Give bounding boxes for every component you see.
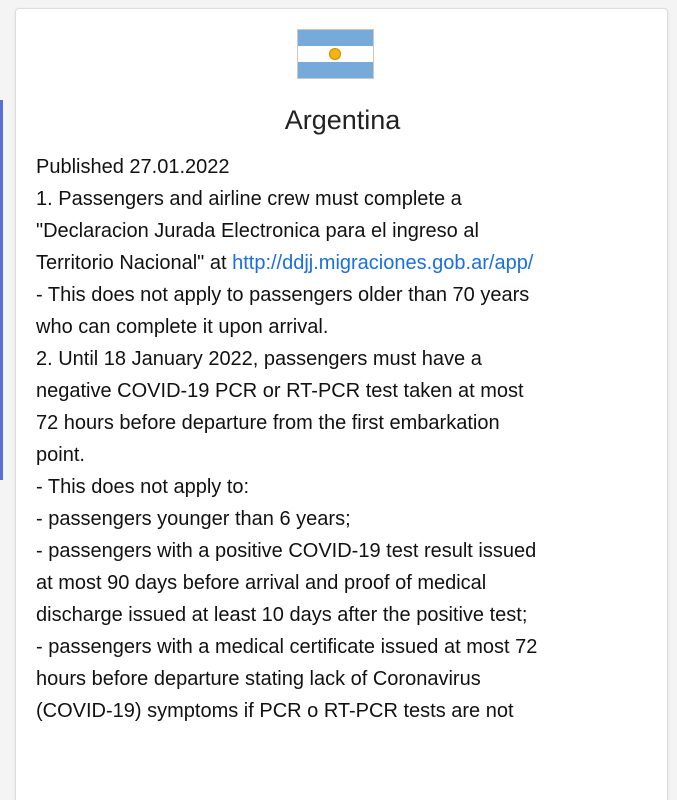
text-line: Territorio Nacional" at	[36, 252, 233, 274]
left-accent-bar	[0, 100, 3, 480]
text-line: who can complete it upon arrival.	[36, 316, 329, 338]
text-line: hours before departure stating lack of Coronavirus	[36, 668, 481, 690]
country-title: Argentina	[284, 105, 401, 135]
sun-of-may-icon	[330, 49, 340, 59]
text-line: - This does not apply to:	[36, 476, 250, 498]
argentina-flag-icon	[297, 29, 374, 79]
declaration-form-link[interactable]: http://ddjj.migraciones.gob.ar/app/	[232, 252, 534, 274]
text-line: - passengers younger than 6 years;	[36, 508, 351, 530]
text-line: at most 90 days before arrival and proof of medical	[36, 572, 487, 594]
published-date: Published 27.01.2022	[36, 156, 230, 178]
text-line: (COVID-19) symptoms if PCR o RT-PCR tests are not	[36, 700, 514, 722]
entry-requirements-text	[36, 151, 651, 727]
text-line: 1. Passengers and airline crew must complete a	[36, 188, 462, 210]
text-line: "Declaracion Jurada Electronica para el ingreso al	[36, 220, 479, 242]
text-line: discharge issued at least 10 days after the positive test;	[36, 604, 528, 626]
text-line-with-link	[36, 247, 651, 279]
country-info-card	[15, 8, 668, 800]
text-line: 2. Until 18 January 2022, passengers must have a	[36, 348, 482, 370]
flag-top-band	[298, 30, 373, 46]
flag-bottom-band	[298, 62, 373, 79]
text-line: 72 hours before departure from the first embarkation	[36, 412, 500, 434]
text-line: - passengers with a positive COVID-19 test result issued	[36, 540, 537, 562]
text-line: point.	[36, 444, 85, 466]
text-line: - passengers with a medical certificate issued at most 72	[36, 636, 538, 658]
text-line: negative COVID-19 PCR or RT-PCR test taken at most	[36, 380, 524, 402]
text-line: - This does not apply to passengers older than 70 years	[36, 284, 530, 306]
